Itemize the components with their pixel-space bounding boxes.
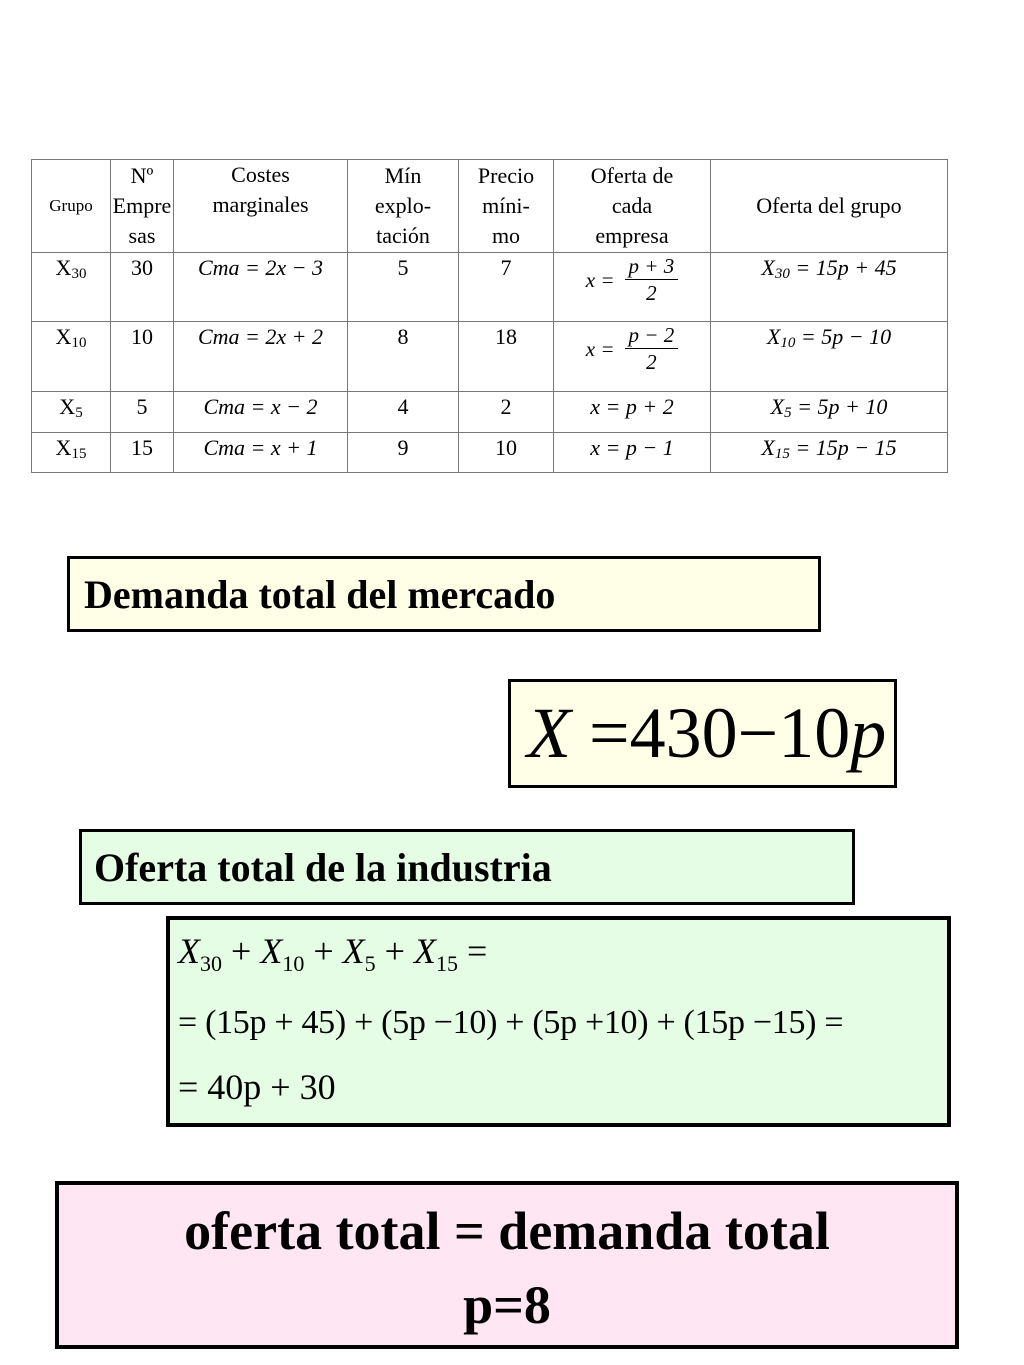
cell-oferta-grupo: X15 = 15p − 15 — [711, 433, 948, 473]
cell-cma: Cma = 2x − 3 — [174, 253, 348, 322]
header-nempresas: Nº Empre sas — [111, 160, 174, 253]
fraction: x = $\frac{p + 3}{2}$ — [586, 253, 678, 306]
cell-nempresas: 5 — [111, 392, 174, 433]
demand-formula-box — [508, 679, 897, 788]
supply-label-box — [79, 829, 855, 905]
cell-oferta-empresa — [554, 253, 711, 322]
fraction: x = $\frac{p - 2}{2}$ — [586, 322, 678, 375]
supply-sum-line2: = (15p + 45) + (5p −10) + (5p +10) + (15p −15) = — [178, 1004, 844, 1041]
header-minexp: Mín explo- tación — [348, 160, 459, 253]
cell-minexp: 9 — [348, 433, 459, 473]
table-row — [32, 433, 948, 473]
cell-grupo: X10 — [32, 322, 111, 392]
result-line2: p=8 — [463, 1275, 551, 1335]
header-costes: Costes marginales — [174, 160, 348, 253]
demand-label: Demanda total del mercado — [84, 572, 556, 617]
header-ofertaempresa: Oferta de cada empresa — [554, 160, 711, 253]
cell-minexp: 4 — [348, 392, 459, 433]
supply-label: Oferta total de la industria — [94, 845, 552, 890]
result-line1: oferta total = demanda total — [184, 1201, 830, 1261]
header-precio: Precio míni- mo — [459, 160, 554, 253]
cell-grupo: X15 — [32, 433, 111, 473]
cell-nempresas: 10 — [111, 322, 174, 392]
cell-precio: 10 — [459, 433, 554, 473]
cell-nempresas: 15 — [111, 433, 174, 473]
supply-sum-line3: = 40p + 30 — [178, 1067, 336, 1107]
cell-cma: Cma = x + 1 — [174, 433, 348, 473]
cell-cma: Cma = x − 2 — [174, 392, 348, 433]
header-grupo: Grupo — [32, 160, 111, 253]
cell-nempresas: 30 — [111, 253, 174, 322]
table-row — [32, 253, 948, 322]
table-row — [32, 322, 948, 392]
cell-minexp: 5 — [348, 253, 459, 322]
table-row — [32, 392, 948, 433]
header-ofertagrupo: Oferta del grupo — [711, 160, 948, 253]
demand-formula: X =430−10p — [527, 693, 887, 773]
cell-oferta-empresa: x = p + 2 — [554, 392, 711, 433]
cell-precio: 2 — [459, 392, 554, 433]
supply-table — [31, 159, 948, 473]
cell-oferta-empresa: x = p − 1 — [554, 433, 711, 473]
cell-oferta-grupo: X10 = 5p − 10 — [711, 322, 948, 392]
cell-oferta-grupo: X5 = 5p + 10 — [711, 392, 948, 433]
cell-minexp: 8 — [348, 322, 459, 392]
supply-sum-line1: $X_{30} + X_{10} + X_5 + X_{15}$ = — [178, 931, 488, 976]
result-box — [55, 1181, 959, 1349]
cell-cma: Cma = 2x + 2 — [174, 322, 348, 392]
supply-sum-box — [166, 916, 951, 1127]
cell-oferta-grupo: X30 = 15p + 45 — [711, 253, 948, 322]
table-header-row — [32, 160, 948, 253]
demand-label-box — [67, 556, 821, 632]
cell-grupo: X5 — [32, 392, 111, 433]
cell-oferta-empresa — [554, 322, 711, 392]
cell-precio: 18 — [459, 322, 554, 392]
cell-precio: 7 — [459, 253, 554, 322]
cell-grupo: X30 — [32, 253, 111, 322]
